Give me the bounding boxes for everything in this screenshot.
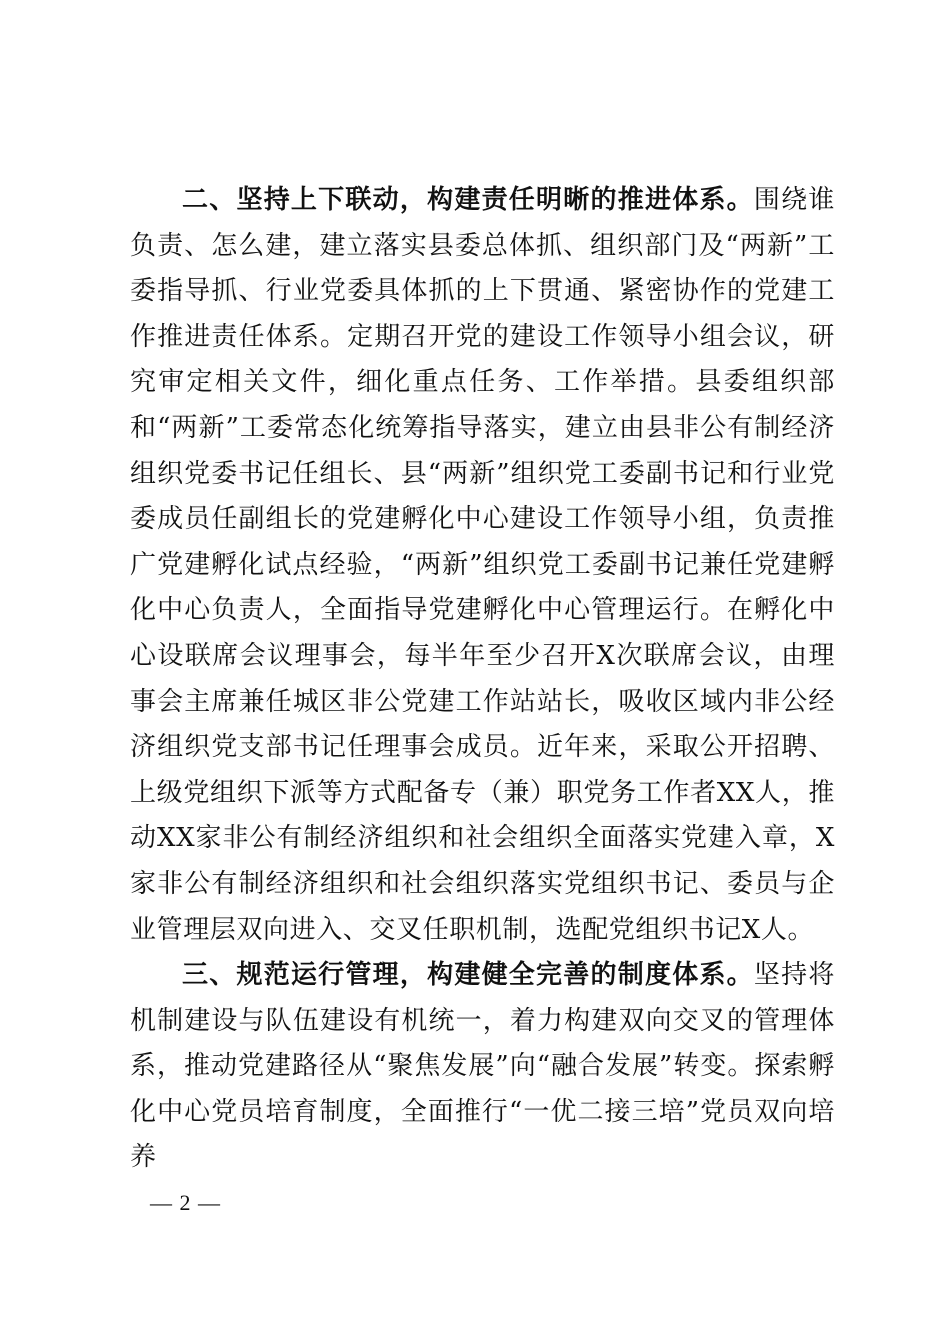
section-three-heading: 三、规范运行管理，构建健全完善的制度体系。 — [182, 960, 754, 991]
paragraph-section-two — [130, 178, 835, 953]
paragraph-section-three — [130, 953, 835, 1181]
section-two-body: 围绕谁负责、怎么建，建立落实县委总体抓、组织部门及“两新”工委指导抓、行业党委具体抓的上下贯通、紧密协作的党建工作推进责任体系。定期召开党的建设工作领导小组会议，研究审定相关文件，细化重点任务、工作举措。县委组织部和“两新”工委常态化统筹指导落实，建立由县非公有制经济组织党委书记任组长、县“两新”组织党工委副书记和行业党委成员任副组长的党建孵化中心建设工作领导小组，负责推广党建孵化试点经验，“两新”组织党工委副书记兼任党建孵化中心负责人，全面指导党建孵化中心管理运行。在孵化中心设联席会议理事会，每半年至少召开X次联席会议，由理事会主席兼任城区非公党建工作站站长，吸收区域内非公经济组织党支部书记任理事会成员。近年来，采取公开招聘、上级党组织下派等方式配备专（兼）职党务工作者XX人，推动XX家非公有制经济组织和社会组织全面落实党建入章，X家非公有制经济组织和社会组织落实党组织书记、委员与企业管理层双向进入、交叉任职机制，选配党组织书记X人。 — [130, 185, 835, 945]
section-two-heading: 二、坚持上下联动，构建责任明晰的推进体系。 — [182, 185, 754, 215]
page-number: — 2 — — [150, 1190, 221, 1215]
section-three-body: 坚持将机制建设与队伍建设有机统一，着力构建双向交叉的管理体系，推动党建路径从“聚焦发展”向“融合发展”转变。探索孵化中心党员培育制度，全面推行“一优二接三培”党员双向培养 — [130, 960, 835, 1173]
document-body — [130, 178, 835, 1181]
